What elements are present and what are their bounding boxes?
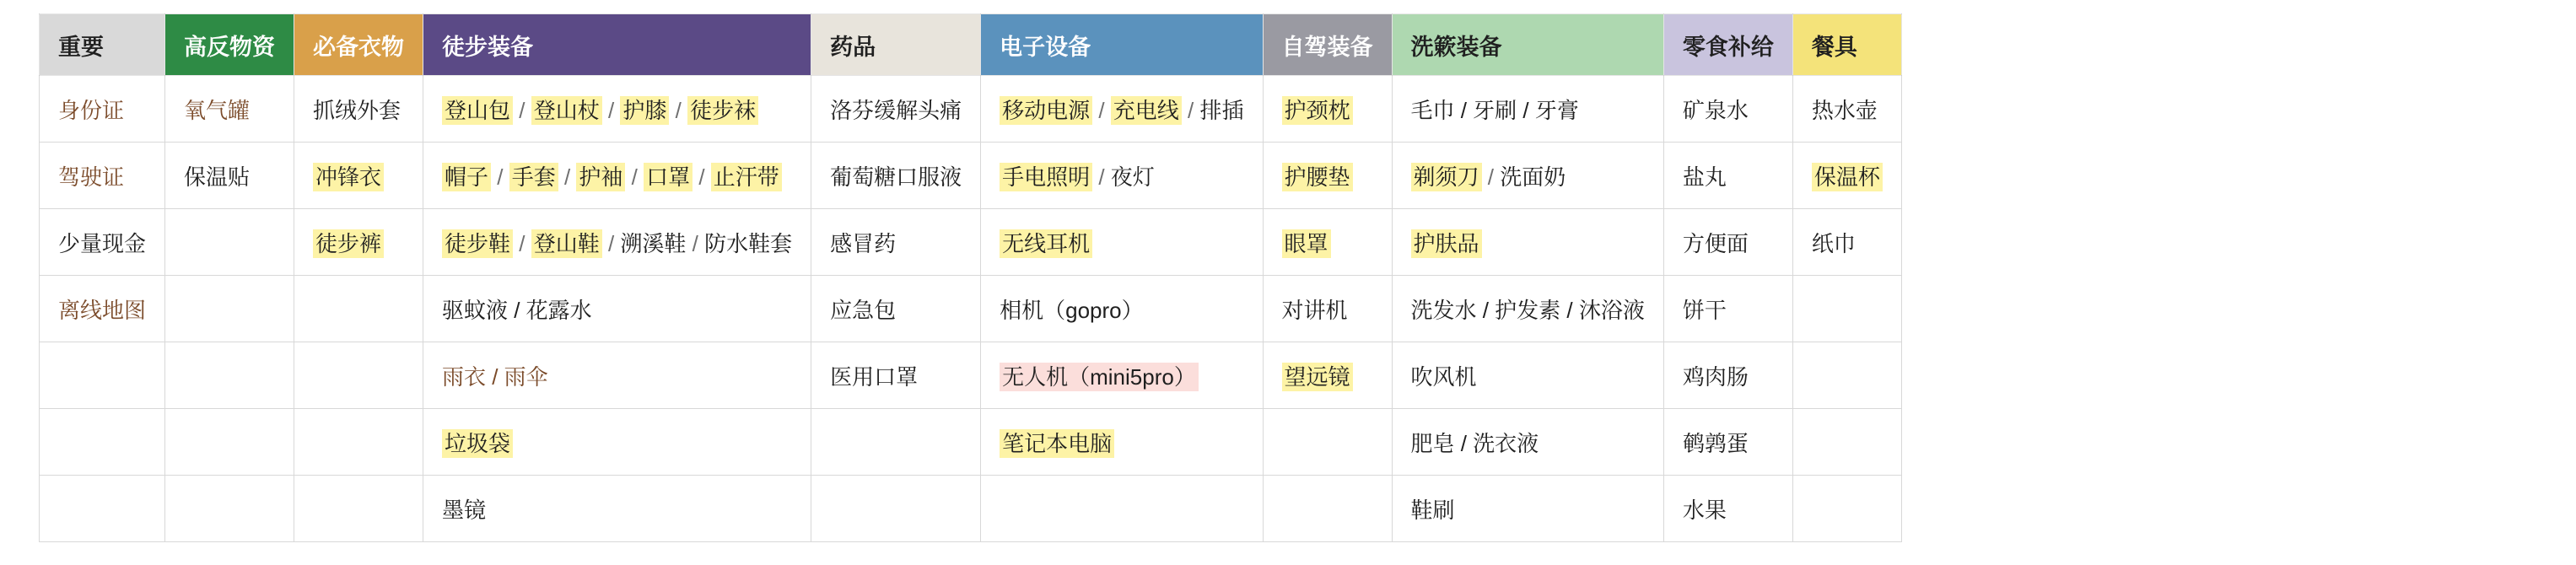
table-cell [811, 342, 981, 409]
cell-text: 吹风机 [1410, 363, 1477, 390]
cell-text: 夜灯 [1110, 164, 1155, 190]
table-cell [165, 76, 294, 143]
table-cell [165, 143, 294, 209]
table-cell [1663, 76, 1792, 143]
cell-text: 保温杯 [1812, 163, 1883, 191]
table-cell [811, 76, 981, 143]
table-cell [1263, 209, 1392, 276]
cell-text: 防水鞋套 [704, 230, 793, 256]
table-cell [40, 276, 165, 342]
cell-text: 移动电源 [1000, 96, 1092, 125]
table-cell [40, 143, 165, 209]
cell-text: / [1181, 97, 1200, 123]
cell-text: 冲锋衣 [313, 163, 384, 191]
cell-text: 护腰垫 [1282, 163, 1353, 191]
cell-text: 驾驶证 [58, 164, 125, 190]
cell-text: 身份证 [58, 97, 125, 123]
table-row [40, 276, 1902, 342]
column-header: 餐具 [1792, 14, 1901, 76]
table-cell [40, 476, 165, 542]
column-header: 必备衣物 [294, 14, 423, 76]
table-cell [1663, 409, 1792, 476]
table-cell [811, 209, 981, 276]
cell-text: 剃须刀 [1411, 163, 1482, 191]
cell-text: 应急包 [830, 297, 897, 323]
cell-text: 垃圾袋 [442, 429, 513, 458]
cell-text: 鸡肉肠 [1682, 363, 1749, 390]
table-cell [294, 76, 423, 143]
cell-text: 保温贴 [184, 164, 251, 190]
table-row [40, 409, 1902, 476]
cell-text: 水果 [1682, 497, 1727, 523]
cell-text: 雨衣 / 雨伞 [442, 363, 548, 390]
table-header-row [40, 14, 1902, 76]
table-cell [1792, 209, 1901, 276]
cell-text: 无人机（mini5pro） [1000, 363, 1199, 391]
table-row [40, 76, 1902, 143]
table-cell [165, 476, 294, 542]
column-header: 高反物资 [165, 14, 294, 76]
table-row [40, 342, 1902, 409]
cell-text: 氧气罐 [184, 97, 251, 123]
column-header: 药品 [811, 14, 981, 76]
cell-text: / [1092, 97, 1111, 123]
cell-text: 护袖 [576, 163, 625, 191]
cell-text: 洗发水 / 护发素 / 沐浴液 [1410, 297, 1645, 323]
cell-text: / [601, 97, 621, 123]
table-cell [1263, 143, 1392, 209]
table-cell [294, 409, 423, 476]
table-cell [981, 209, 1263, 276]
cell-text: 洗面奶 [1500, 164, 1566, 190]
table-cell [294, 143, 423, 209]
cell-text: 纸巾 [1811, 230, 1856, 256]
cell-text: 抓绒外套 [313, 97, 401, 123]
packing-list-table [39, 13, 1902, 542]
table-cell [165, 209, 294, 276]
table-cell [1792, 276, 1901, 342]
table-row [40, 143, 1902, 209]
cell-text: 登山杖 [531, 96, 602, 125]
cell-text: 帽子 [442, 163, 491, 191]
table-cell [1663, 276, 1792, 342]
table-cell [423, 276, 811, 342]
cell-text: 眼罩 [1282, 229, 1331, 258]
table-cell [423, 143, 811, 209]
table-cell [294, 476, 423, 542]
table-cell [165, 276, 294, 342]
cell-text: 饼干 [1682, 297, 1727, 323]
cell-text: 护肤品 [1411, 229, 1482, 258]
table-cell [1263, 342, 1392, 409]
cell-text: 肥皂 / 洗衣液 [1410, 430, 1539, 456]
cell-text: / [513, 97, 531, 123]
cell-text: 盐丸 [1682, 164, 1727, 190]
cell-text: / [601, 230, 621, 256]
table-cell [1792, 143, 1901, 209]
column-header: 电子设备 [981, 14, 1263, 76]
cell-text: 充电线 [1111, 96, 1182, 125]
table-cell [40, 342, 165, 409]
cell-text: 无线耳机 [1000, 229, 1092, 258]
cell-text: 手电照明 [1000, 163, 1092, 191]
cell-text: / [669, 97, 688, 123]
cell-text: 驱蚊液 / 花露水 [442, 297, 592, 323]
table-cell [981, 76, 1263, 143]
cell-text: / [1481, 164, 1501, 190]
cell-text: 护膝 [620, 96, 669, 125]
table-cell [811, 409, 981, 476]
cell-text: 洛芬缓解头痛 [830, 97, 962, 123]
table-cell [1792, 76, 1901, 143]
cell-text: 方便面 [1682, 230, 1749, 256]
table-cell [811, 476, 981, 542]
table-cell [165, 342, 294, 409]
table-cell [40, 76, 165, 143]
table-cell [981, 276, 1263, 342]
cell-text: 手套 [509, 163, 558, 191]
cell-text: 毛巾 / 牙刷 / 牙膏 [1410, 97, 1579, 123]
column-header: 零食补给 [1663, 14, 1792, 76]
column-header: 重要 [40, 14, 165, 76]
table-cell [1392, 409, 1663, 476]
cell-text: 鹌鹑蛋 [1682, 430, 1749, 456]
cell-text: / [625, 164, 644, 190]
table-cell [1392, 143, 1663, 209]
table-cell [981, 342, 1263, 409]
cell-text: 登山包 [442, 96, 513, 125]
table-cell [1792, 409, 1901, 476]
cell-text: / [558, 164, 577, 190]
cell-text: 排插 [1199, 97, 1244, 123]
cell-text: 止汗带 [711, 163, 782, 191]
table-cell [1263, 476, 1392, 542]
table-cell [1263, 276, 1392, 342]
cell-text: 葡萄糖口服液 [830, 164, 962, 190]
cell-text: 感冒药 [830, 230, 897, 256]
cell-text: 墨镜 [442, 497, 487, 523]
cell-text: / [491, 164, 509, 190]
table-cell [981, 476, 1263, 542]
table-cell [811, 143, 981, 209]
cell-text: 矿泉水 [1682, 97, 1749, 123]
cell-text: 医用口罩 [830, 363, 919, 390]
table-cell [423, 409, 811, 476]
table-cell [1792, 476, 1901, 542]
cell-text: 笔记本电脑 [1000, 429, 1114, 458]
table-cell [294, 209, 423, 276]
table-cell [1663, 342, 1792, 409]
table-cell [1663, 209, 1792, 276]
cell-text: 鞋刷 [1410, 497, 1455, 523]
cell-text: 少量现金 [58, 230, 147, 256]
cell-text: 徒步袜 [687, 96, 758, 125]
table-cell [1392, 476, 1663, 542]
table-cell [423, 209, 811, 276]
table-cell [1663, 143, 1792, 209]
cell-text: 相机（gopro） [1000, 297, 1144, 323]
table-cell [1392, 342, 1663, 409]
table-cell [1392, 76, 1663, 143]
table-cell [40, 209, 165, 276]
cell-text: / [513, 230, 531, 256]
cell-text: 望远镜 [1282, 363, 1353, 391]
table-cell [165, 409, 294, 476]
table-cell [981, 409, 1263, 476]
cell-text: 徒步鞋 [442, 229, 513, 258]
table-cell [1392, 209, 1663, 276]
cell-text: 热水壶 [1811, 97, 1878, 123]
table-cell [294, 276, 423, 342]
column-header: 徒步装备 [423, 14, 811, 76]
table-cell [811, 276, 981, 342]
table-cell [1263, 76, 1392, 143]
table-cell [981, 143, 1263, 209]
cell-text: 护颈枕 [1282, 96, 1353, 125]
table-row [40, 209, 1902, 276]
cell-text: 口罩 [644, 163, 693, 191]
table-cell [423, 476, 811, 542]
table-row [40, 476, 1902, 542]
table-cell [423, 342, 811, 409]
cell-text: 登山鞋 [531, 229, 602, 258]
cell-text: 对讲机 [1281, 297, 1348, 323]
cell-text: 离线地图 [58, 297, 147, 323]
cell-text: / [693, 164, 711, 190]
cell-text: 徒步裤 [313, 229, 384, 258]
table-cell [423, 76, 811, 143]
cell-text: 溯溪鞋 [620, 230, 687, 256]
column-header: 洗簌装备 [1392, 14, 1663, 76]
table-cell [1263, 409, 1392, 476]
table-cell [294, 342, 423, 409]
cell-text: / [686, 230, 705, 256]
table-cell [1792, 342, 1901, 409]
cell-text: / [1092, 164, 1111, 190]
table-cell [40, 409, 165, 476]
table-cell [1663, 476, 1792, 542]
column-header: 自驾装备 [1263, 14, 1392, 76]
table-cell [1392, 276, 1663, 342]
